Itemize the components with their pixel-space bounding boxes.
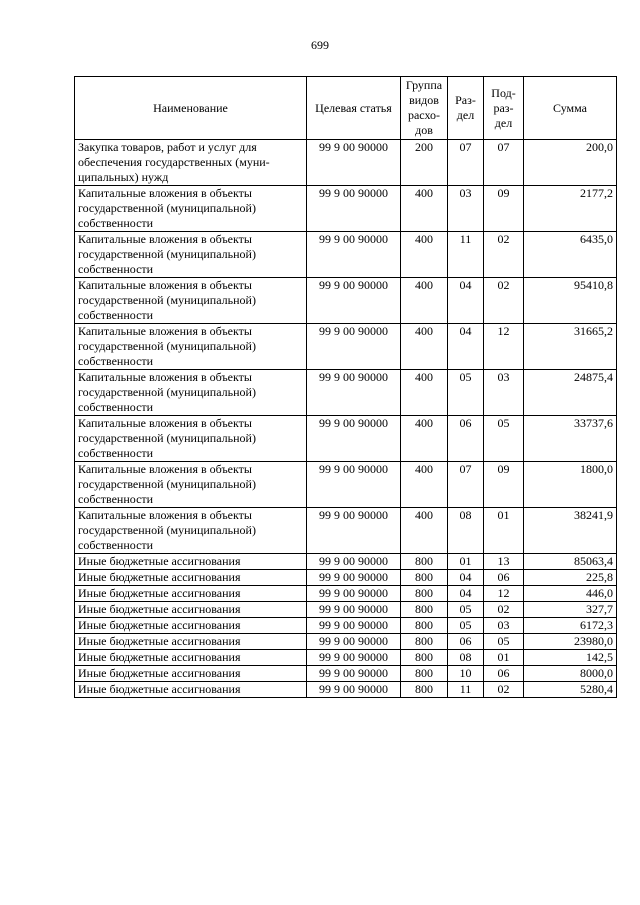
cell-code: 99 9 00 90000 [307, 416, 401, 462]
cell-name: Капитальные вложения в объекты государственной (муниципальной) собственности [75, 462, 307, 508]
cell-name: Иные бюджетные ассигнования [75, 602, 307, 618]
cell-section: 05 [448, 602, 484, 618]
cell-group: 400 [401, 370, 448, 416]
cell-code: 99 9 00 90000 [307, 278, 401, 324]
table-row [75, 570, 617, 586]
header-section: Раз-дел [448, 77, 484, 140]
cell-section: 03 [448, 186, 484, 232]
cell-subsection: 05 [484, 416, 524, 462]
table-row [75, 666, 617, 682]
table-row [75, 140, 617, 186]
cell-name: Иные бюджетные ассигнования [75, 570, 307, 586]
cell-group: 400 [401, 278, 448, 324]
cell-group: 400 [401, 324, 448, 370]
cell-group: 800 [401, 666, 448, 682]
cell-name: Иные бюджетные ассигнования [75, 634, 307, 650]
cell-section: 05 [448, 618, 484, 634]
cell-sum: 85063,4 [524, 554, 617, 570]
table-row [75, 586, 617, 602]
cell-section: 08 [448, 508, 484, 554]
cell-section: 08 [448, 650, 484, 666]
cell-subsection: 03 [484, 618, 524, 634]
cell-section: 07 [448, 140, 484, 186]
cell-name: Капитальные вложения в объекты государственной (муниципальной) собственности [75, 508, 307, 554]
cell-group: 800 [401, 602, 448, 618]
header-row [75, 77, 617, 140]
cell-subsection: 03 [484, 370, 524, 416]
table-row [75, 634, 617, 650]
cell-subsection: 02 [484, 232, 524, 278]
table-body [75, 140, 617, 698]
cell-subsection: 01 [484, 508, 524, 554]
cell-name: Капитальные вложения в объекты государственной (муниципальной) собственности [75, 370, 307, 416]
cell-section: 04 [448, 570, 484, 586]
cell-group: 800 [401, 634, 448, 650]
cell-subsection: 01 [484, 650, 524, 666]
cell-code: 99 9 00 90000 [307, 682, 401, 698]
cell-group: 800 [401, 650, 448, 666]
cell-sum: 1800,0 [524, 462, 617, 508]
cell-sum: 225,8 [524, 570, 617, 586]
table-row [75, 650, 617, 666]
cell-group: 800 [401, 682, 448, 698]
cell-section: 11 [448, 232, 484, 278]
table-row [75, 618, 617, 634]
cell-section: 06 [448, 634, 484, 650]
cell-sum: 2177,2 [524, 186, 617, 232]
cell-code: 99 9 00 90000 [307, 462, 401, 508]
cell-code: 99 9 00 90000 [307, 650, 401, 666]
cell-sum: 142,5 [524, 650, 617, 666]
cell-code: 99 9 00 90000 [307, 586, 401, 602]
cell-group: 400 [401, 508, 448, 554]
table-row [75, 324, 617, 370]
cell-name: Капитальные вложения в объекты государственной (муниципальной) собственности [75, 186, 307, 232]
table-row [75, 554, 617, 570]
cell-section: 10 [448, 666, 484, 682]
cell-sum: 6435,0 [524, 232, 617, 278]
cell-section: 05 [448, 370, 484, 416]
cell-name: Закупка товаров, работ и услуг для обеспечения государственных (муни-ципальных) нужд [75, 140, 307, 186]
cell-subsection: 05 [484, 634, 524, 650]
cell-name: Капитальные вложения в объекты государственной (муниципальной) собственности [75, 416, 307, 462]
header-group: Группа видов расхо-дов [401, 77, 448, 140]
cell-code: 99 9 00 90000 [307, 634, 401, 650]
cell-name: Иные бюджетные ассигнования [75, 650, 307, 666]
cell-subsection: 09 [484, 186, 524, 232]
cell-sum: 24875,4 [524, 370, 617, 416]
table-row [75, 232, 617, 278]
cell-subsection: 02 [484, 682, 524, 698]
cell-subsection: 13 [484, 554, 524, 570]
cell-group: 400 [401, 186, 448, 232]
cell-section: 06 [448, 416, 484, 462]
cell-sum: 33737,6 [524, 416, 617, 462]
cell-code: 99 9 00 90000 [307, 570, 401, 586]
cell-code: 99 9 00 90000 [307, 602, 401, 618]
cell-group: 800 [401, 554, 448, 570]
cell-group: 400 [401, 232, 448, 278]
cell-code: 99 9 00 90000 [307, 324, 401, 370]
cell-subsection: 12 [484, 324, 524, 370]
cell-name: Иные бюджетные ассигнования [75, 666, 307, 682]
cell-sum: 446,0 [524, 586, 617, 602]
cell-subsection: 12 [484, 586, 524, 602]
cell-name: Капитальные вложения в объекты государственной (муниципальной) собственности [75, 278, 307, 324]
cell-code: 99 9 00 90000 [307, 666, 401, 682]
cell-sum: 31665,2 [524, 324, 617, 370]
cell-sum: 200,0 [524, 140, 617, 186]
cell-sum: 23980,0 [524, 634, 617, 650]
cell-subsection: 02 [484, 602, 524, 618]
cell-subsection: 07 [484, 140, 524, 186]
cell-group: 800 [401, 586, 448, 602]
cell-sum: 5280,4 [524, 682, 617, 698]
cell-section: 04 [448, 586, 484, 602]
cell-code: 99 9 00 90000 [307, 508, 401, 554]
cell-sum: 327,7 [524, 602, 617, 618]
table-row [75, 186, 617, 232]
cell-name: Иные бюджетные ассигнования [75, 586, 307, 602]
header-subsection: Под-раз-дел [484, 77, 524, 140]
cell-name: Иные бюджетные ассигнования [75, 618, 307, 634]
table-row [75, 462, 617, 508]
table-row [75, 682, 617, 698]
table-header [75, 77, 617, 140]
cell-code: 99 9 00 90000 [307, 554, 401, 570]
cell-name: Капитальные вложения в объекты государственной (муниципальной) собственности [75, 324, 307, 370]
cell-group: 400 [401, 462, 448, 508]
table-row [75, 278, 617, 324]
cell-sum: 6172,3 [524, 618, 617, 634]
cell-group: 800 [401, 618, 448, 634]
table-row [75, 370, 617, 416]
cell-code: 99 9 00 90000 [307, 370, 401, 416]
cell-code: 99 9 00 90000 [307, 186, 401, 232]
cell-code: 99 9 00 90000 [307, 232, 401, 278]
cell-subsection: 06 [484, 570, 524, 586]
cell-subsection: 02 [484, 278, 524, 324]
cell-code: 99 9 00 90000 [307, 140, 401, 186]
cell-group: 200 [401, 140, 448, 186]
page-number: 699 [311, 38, 329, 52]
table-row [75, 508, 617, 554]
cell-name: Капитальные вложения в объекты государственной (муниципальной) собственности [75, 232, 307, 278]
header-name: Наименование [75, 77, 307, 140]
header-sum: Сумма [524, 77, 617, 140]
cell-sum: 38241,9 [524, 508, 617, 554]
cell-subsection: 06 [484, 666, 524, 682]
cell-section: 04 [448, 324, 484, 370]
cell-section: 07 [448, 462, 484, 508]
cell-name: Иные бюджетные ассигнования [75, 682, 307, 698]
cell-section: 11 [448, 682, 484, 698]
table-row [75, 602, 617, 618]
cell-section: 04 [448, 278, 484, 324]
header-code: Целевая статья [307, 77, 401, 140]
budget-table [74, 76, 617, 698]
table-row [75, 416, 617, 462]
cell-group: 400 [401, 416, 448, 462]
cell-name: Иные бюджетные ассигнования [75, 554, 307, 570]
cell-group: 800 [401, 570, 448, 586]
cell-subsection: 09 [484, 462, 524, 508]
cell-sum: 8000,0 [524, 666, 617, 682]
cell-section: 01 [448, 554, 484, 570]
cell-sum: 95410,8 [524, 278, 617, 324]
cell-code: 99 9 00 90000 [307, 618, 401, 634]
